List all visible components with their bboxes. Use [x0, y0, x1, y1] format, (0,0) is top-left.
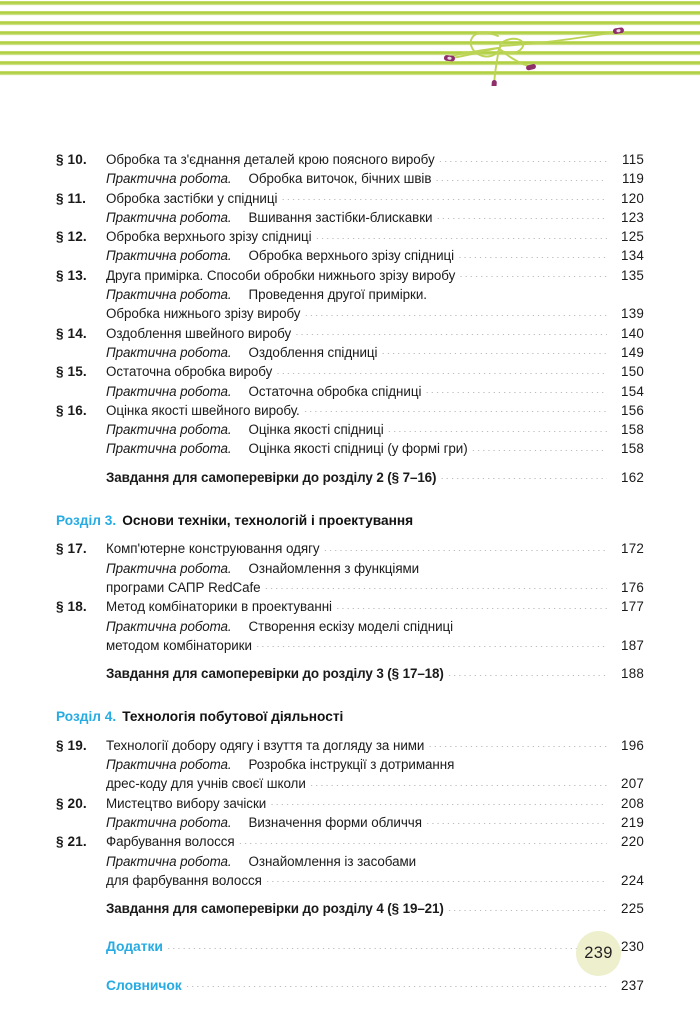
leader-dots: [426, 813, 607, 825]
toc-entry-title: Обробка та з'єднання деталей крою поясного виробу: [106, 152, 435, 167]
entry-page-number: 219: [621, 814, 644, 830]
toc-entry-body: [106, 852, 610, 871]
toc-entry-title: Словничок: [106, 976, 182, 993]
toc-entry-title: дрес-коду для учнів своєї школи: [106, 776, 306, 792]
entry-page-number: 156: [621, 402, 644, 418]
toc-entry-title: Оцінка якості швейного виробу.: [106, 402, 300, 418]
leader-dots: [388, 420, 607, 432]
toc-entry-continuation[interactable]: [0, 774, 700, 793]
entry-page-number: 120: [621, 190, 644, 206]
toc-entry-paragraph[interactable]: [0, 189, 700, 208]
toc-entry-title: Завдання для самоперевірки до розділу 4 (§ 19–21): [106, 901, 444, 917]
toc-entry-practical-wrap[interactable]: [0, 617, 700, 636]
entry-page-number: 224: [621, 872, 644, 888]
entry-page-number: 237: [621, 977, 644, 993]
leader-dots: [425, 382, 607, 394]
toc-entry-body: [106, 899, 610, 918]
leader-dots: [448, 664, 607, 676]
toc-entry-title: Вшивання застібки-блискавки: [248, 209, 433, 225]
toc-entry-continuation[interactable]: [0, 578, 700, 597]
entry-page-number: 188: [621, 666, 644, 682]
section-spacer: [0, 683, 700, 707]
paragraph-number: § 18.: [56, 599, 87, 615]
toc-entry-title: Завдання для самоперевірки до розділу 2 (§ 7–16): [106, 469, 437, 485]
paragraph-number: § 21.: [56, 834, 87, 850]
practical-work-label: Практична робота.: [106, 441, 232, 457]
toc-entry-body: [106, 401, 610, 420]
toc-entry-title: Додатки: [106, 938, 163, 955]
practical-work-label: Практична робота.: [106, 422, 232, 438]
toc-entry-title: Ознайомлення з функціями: [248, 560, 420, 576]
leader-dots: [435, 169, 607, 181]
section-number-label: Розділ 3.: [56, 513, 117, 529]
thread-bow-decoration: [449, 32, 616, 86]
practical-work-label: Практична робота.: [106, 248, 232, 264]
toc-entry-summary[interactable]: [0, 468, 700, 487]
section-spacer: [0, 727, 700, 736]
toc-entry-title: Оцінка якості спідниці (у формі гри): [248, 441, 468, 457]
toc-entry-body: [106, 976, 610, 995]
leader-dots: [304, 304, 607, 316]
toc-entry-title: Обробка виточок, бічних швів: [248, 171, 432, 187]
toc-entry-title: Мистецтво вибору зачіски: [106, 795, 267, 811]
leader-dots: [448, 899, 607, 911]
paragraph-number: § 16.: [56, 402, 87, 418]
toc-entry-body: [106, 755, 610, 774]
practical-work-label: Практична робота.: [106, 618, 232, 634]
toc-entry-body: [106, 150, 610, 169]
toc-entry-title: Фарбування волосся: [106, 834, 235, 850]
paragraph-number: § 14.: [56, 325, 87, 341]
toc-entry-body: [106, 937, 610, 956]
practical-work-label: Практична робота.: [106, 344, 232, 360]
toc-entry-continuation[interactable]: [0, 636, 700, 655]
toc-entry-paragraph[interactable]: [0, 401, 700, 420]
leader-dots: [439, 150, 607, 162]
practical-work-label: Практична робота.: [106, 383, 232, 399]
practical-work-label: Практична робота.: [106, 757, 232, 773]
section-title: Технологія побутової діяльності: [122, 709, 344, 725]
toc-entry-continuation[interactable]: [0, 304, 700, 323]
toc-entry-practical[interactable]: [0, 439, 700, 458]
leader-dots: [459, 266, 607, 278]
toc-entry-body: [106, 664, 610, 683]
toc-entry-practical[interactable]: [0, 169, 700, 188]
toc-entry-body: [106, 539, 610, 558]
leader-dots: [436, 208, 607, 220]
leader-dots: [458, 246, 607, 258]
entry-page-number: 176: [621, 579, 644, 595]
entry-page-number: 140: [621, 325, 644, 341]
practical-work-label: Практична робота.: [106, 560, 232, 576]
toc-entry-title: Завдання для самоперевірки до розділу 3 (§ 17–18): [106, 666, 444, 682]
entry-page-number: 208: [621, 795, 644, 811]
toc-entry-paragraph[interactable]: [0, 539, 700, 558]
paragraph-number: § 10.: [56, 152, 87, 167]
toc-entry-body: [106, 304, 610, 323]
paragraph-number: § 17.: [56, 541, 87, 557]
entry-page-number: 225: [621, 901, 644, 917]
toc-entry-body: [106, 208, 610, 227]
toc-entry-body: [106, 246, 610, 265]
entry-page-number: 149: [621, 344, 644, 360]
toc-entry-appendix[interactable]: [0, 976, 700, 995]
toc-entry-practical[interactable]: [0, 813, 700, 832]
toc-entry-title: Визначення форми обличчя: [248, 814, 422, 830]
toc-entry-body: [106, 774, 610, 793]
toc-entry-practical[interactable]: [0, 343, 700, 362]
entry-page-number: 187: [621, 637, 644, 653]
leader-dots: [281, 189, 607, 201]
section-title: Основи техніки, технологій і проектування: [122, 513, 414, 529]
toc-entry-body: [106, 578, 610, 597]
leader-dots: [324, 539, 607, 551]
toc-entry-title: Ознайомлення із засобами: [248, 853, 417, 869]
summary-spacer: [0, 459, 700, 468]
entry-page-number: 172: [621, 541, 644, 557]
toc-entry-title: Проведення другої примірки.: [248, 287, 427, 303]
paragraph-number: § 12.: [56, 229, 87, 245]
toc-entry-body: [106, 382, 610, 401]
toc-entry-body: [106, 362, 610, 381]
paragraph-number: § 13.: [56, 267, 87, 283]
leader-dots: [316, 227, 607, 239]
toc-entry-body: [106, 832, 610, 851]
toc-entry-paragraph[interactable]: [0, 736, 700, 755]
toc-entry-title: Оздоблення спідниці: [248, 344, 378, 360]
toc-entry-paragraph[interactable]: [0, 794, 700, 813]
toc-entry-paragraph[interactable]: [0, 227, 700, 246]
section-spacer: [0, 487, 700, 511]
leader-dots: [270, 794, 607, 806]
toc-entry-body: [106, 285, 610, 304]
paragraph-number: § 15.: [56, 364, 87, 380]
summary-spacer: [0, 890, 700, 899]
paragraph-number: § 11.: [56, 190, 86, 206]
decorative-header-band: [0, 0, 700, 86]
toc-entry-practical-wrap[interactable]: [0, 852, 700, 871]
entry-page-number: 154: [621, 383, 644, 399]
leader-dots: [310, 774, 607, 786]
toc-entry-title: Створення ескізу моделі спідниці: [248, 618, 454, 634]
entry-page-number: 150: [621, 364, 644, 380]
page-number-badge: [576, 931, 621, 976]
toc-entry-body: [106, 597, 610, 616]
toc-entry-body: [106, 636, 610, 655]
summary-spacer: [0, 655, 700, 664]
entry-page-number: 139: [621, 306, 644, 322]
leader-dots: [440, 468, 607, 480]
leader-dots: [239, 832, 607, 844]
entry-page-number: 177: [621, 599, 644, 615]
toc-entry-practical-wrap[interactable]: [0, 285, 700, 304]
toc-entry-continuation[interactable]: [0, 871, 700, 890]
toc-entry-title: Оцінка якості спідниці: [248, 422, 384, 438]
toc-entry-title: Обробка верхнього зрізу спідниці: [106, 229, 312, 245]
toc-entry-body: [106, 439, 610, 458]
toc-entry-title: Комп'ютерне конструювання одягу: [106, 541, 320, 557]
toc-entry-body: [106, 189, 610, 208]
toc-entry-title: методом комбінаторики: [106, 637, 252, 653]
entry-page-number: 119: [622, 171, 644, 187]
toc-entry-title: Друга примірка. Способи обробки нижнього зрізу виробу: [106, 267, 456, 283]
toc-entry-body: [106, 468, 610, 487]
leader-dots: [256, 636, 607, 648]
leader-dots: [304, 401, 607, 413]
entry-page-number: 230: [621, 939, 644, 955]
toc-entry-practical[interactable]: [0, 208, 700, 227]
leader-dots: [381, 343, 607, 355]
entry-page-number: 115: [622, 152, 644, 167]
leader-dots: [472, 439, 607, 451]
toc-entry-practical[interactable]: [0, 420, 700, 439]
toc-entry-title: програми САПР RedCafe: [106, 579, 261, 595]
entry-page-number: 125: [621, 229, 644, 245]
toc-entry-body: [106, 227, 610, 246]
toc-entry-practical[interactable]: [0, 246, 700, 265]
practical-work-label: Практична робота.: [106, 814, 232, 830]
toc-entry-practical-wrap[interactable]: [0, 755, 700, 774]
toc-entry-paragraph[interactable]: [0, 832, 700, 851]
toc-entry-paragraph[interactable]: [0, 597, 700, 616]
leader-dots: [276, 362, 607, 374]
paragraph-number: § 19.: [56, 737, 87, 753]
paragraph-number: § 20.: [56, 795, 87, 811]
leader-dots: [167, 937, 607, 949]
toc-entry-summary[interactable]: [0, 899, 700, 918]
section-spacer: [0, 530, 700, 539]
toc-entry-body: [106, 324, 610, 343]
entry-page-number: 134: [621, 248, 644, 264]
practical-work-label: Практична робота.: [106, 171, 232, 187]
toc-entry-title: Обробка застібки у спідниці: [106, 190, 278, 206]
toc-entry-body: [106, 420, 610, 439]
toc-entry-paragraph[interactable]: [0, 266, 700, 285]
leader-dots: [265, 578, 607, 590]
entry-page-number: 123: [621, 209, 644, 225]
entry-page-number: 158: [621, 422, 644, 438]
practical-work-label: Практична робота.: [106, 853, 232, 869]
entry-page-number: 135: [621, 267, 644, 283]
leader-dots: [428, 736, 607, 748]
toc-entry-title: Остаточна обробка виробу: [106, 364, 273, 380]
entry-page-number: 162: [621, 469, 644, 485]
toc-entry-paragraph[interactable]: [0, 362, 700, 381]
toc-entry-title: Обробка верхнього зрізу спідниці: [248, 248, 455, 264]
toc-entry-body: [106, 266, 610, 285]
toc-entry-body: [106, 794, 610, 813]
entry-page-number: 158: [621, 441, 644, 457]
toc-entry-title: Технології добору одягу і взуття та догляду за ними: [106, 737, 425, 753]
toc-entry-title: Розробка інструкції з дотримання: [248, 757, 455, 773]
toc-entry-body: [106, 736, 610, 755]
leader-dots: [336, 597, 607, 609]
practical-work-label: Практична робота.: [106, 287, 232, 303]
table-of-contents: [0, 150, 700, 995]
toc-entry-paragraph[interactable]: [0, 324, 700, 343]
toc-entry-practical[interactable]: [0, 382, 700, 401]
toc-entry-practical-wrap[interactable]: [0, 559, 700, 578]
practical-work-label: Практична робота.: [106, 209, 232, 225]
section-heading[interactable]: [0, 511, 700, 530]
toc-entry-body: [106, 559, 610, 578]
section-heading[interactable]: [0, 707, 700, 726]
entry-page-number: 220: [621, 834, 644, 850]
toc-entry-body: [106, 343, 610, 362]
leader-dots: [295, 324, 607, 336]
toc-entry-title: Оздоблення швейного виробу: [106, 325, 292, 341]
toc-entry-title: Остаточна обробка спідниці: [248, 383, 422, 399]
toc-entry-title: для фарбування волосся: [106, 872, 262, 888]
header-rules: [0, 1, 700, 75]
page-number: 239: [584, 944, 613, 962]
section-number-label: Розділ 4.: [56, 709, 117, 725]
toc-entry-title: Метод комбінаторики в проектуванні: [106, 599, 332, 615]
toc-entry-body: [106, 813, 610, 832]
toc-entry-body: [106, 617, 610, 636]
toc-entry-body: [106, 871, 610, 890]
leader-dots: [186, 976, 607, 988]
toc-entry-title: Обробка нижнього зрізу виробу: [106, 306, 301, 322]
toc-entry-summary[interactable]: [0, 664, 700, 683]
toc-entry-paragraph[interactable]: [0, 150, 700, 169]
entry-page-number: 196: [621, 737, 644, 753]
leader-dots: [266, 871, 607, 883]
toc-entry-body: [106, 169, 610, 188]
entry-page-number: 207: [621, 776, 644, 792]
